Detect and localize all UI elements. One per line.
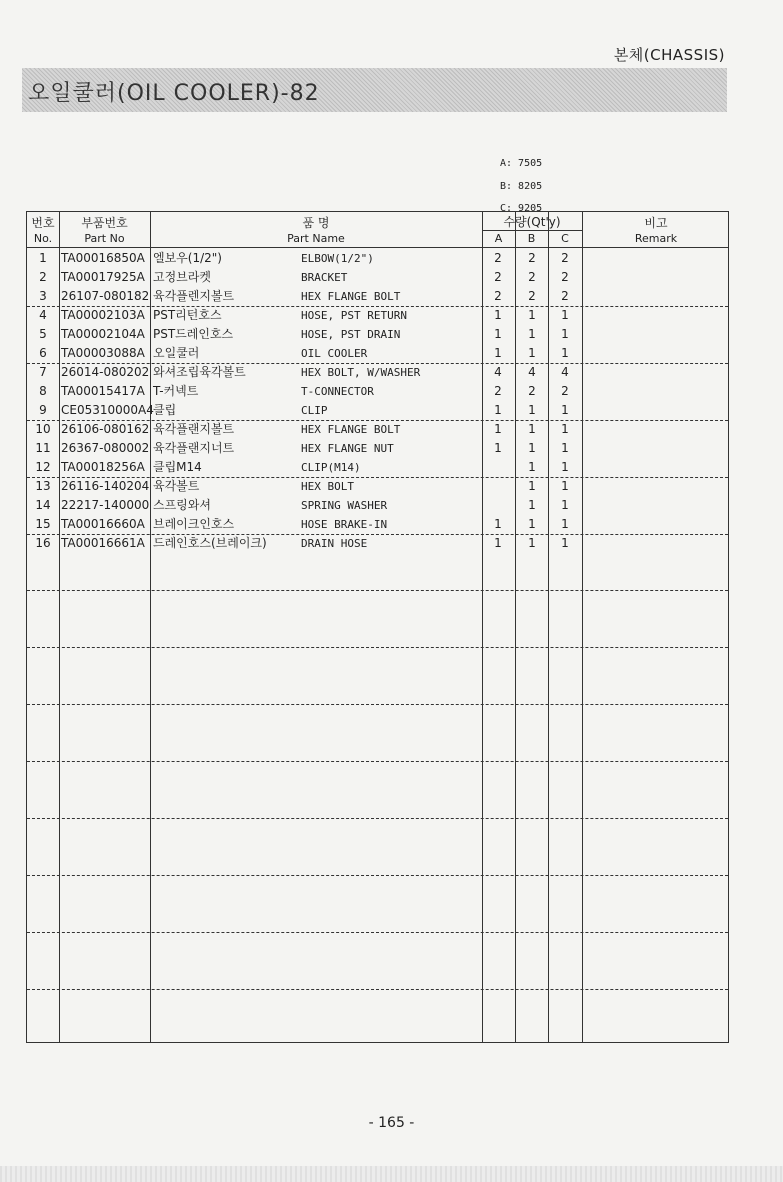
cell-a: 1 [494, 308, 502, 322]
cell-part: 26106-080162 [61, 422, 150, 436]
cell-part: TA00002104A [61, 327, 145, 341]
cell-b: 4 [528, 365, 536, 379]
cell-c: 1 [561, 327, 569, 341]
cell-a: 1 [494, 441, 502, 455]
cell-kr: 클립 [153, 403, 177, 417]
cell-en: ELBOW(1/2") [301, 252, 374, 265]
cell-kr: PST드레인호스 [153, 327, 234, 341]
cell-no: 7 [39, 365, 47, 379]
cell-en: DRAIN HOSE [301, 537, 368, 550]
col-remark-kr: 비고 [644, 216, 668, 230]
cell-b: 1 [528, 498, 536, 512]
cell-part: TA00016850A [61, 251, 145, 265]
section-label: 본체(CHASSIS) [613, 46, 725, 64]
cell-en: HEX BOLT [301, 480, 354, 493]
cell-en: HOSE BRAKE-IN [301, 518, 388, 531]
cell-a: 1 [494, 517, 502, 531]
cell-en: T-CONNECTOR [301, 385, 374, 398]
col-name-kr: 품 명 [302, 216, 330, 230]
table-row [27, 325, 728, 344]
cell-b: 1 [528, 460, 536, 474]
cell-b: 1 [528, 422, 536, 436]
cell-c: 2 [561, 270, 569, 284]
cell-no: 4 [39, 308, 47, 322]
cell-en: BRACKET [301, 271, 348, 284]
cell-en: SPRING WASHER [301, 499, 388, 512]
table-row [27, 401, 728, 420]
cell-a: 1 [494, 346, 502, 360]
cell-kr: 드레인호스(브레이크) [153, 536, 267, 550]
cell-kr: 와셔조립육각볼트 [153, 365, 246, 379]
cell-kr: 육각플랜지너트 [153, 441, 235, 455]
cell-a: 1 [494, 536, 502, 550]
cell-part: TA00015417A [61, 384, 145, 398]
col-no-en: No. [33, 232, 53, 245]
cell-b: 1 [528, 479, 536, 493]
cell-kr: 고정브라켓 [153, 270, 211, 284]
cell-en: HEX BOLT, W/WASHER [301, 366, 421, 379]
col-a: A [494, 232, 503, 245]
cell-part: TA00002103A [61, 308, 145, 322]
cell-c: 1 [561, 441, 569, 455]
cell-c: 1 [561, 479, 569, 493]
cell-part: 22217-140000 [61, 498, 150, 512]
table-row [27, 363, 728, 382]
cell-c: 1 [561, 460, 569, 474]
model-c: C: 9205 [500, 203, 543, 214]
col-b: B [527, 232, 536, 245]
cell-b: 1 [528, 536, 536, 550]
cell-part: 26014-080202 [61, 365, 150, 379]
cell-en: HEX FLANGE BOLT [301, 423, 401, 436]
table-row [27, 287, 728, 306]
cell-kr: 클립M14 [153, 460, 202, 474]
cell-a: 1 [494, 403, 502, 417]
cell-no: 1 [39, 251, 47, 265]
cell-no: 5 [39, 327, 47, 341]
scan-edge [0, 1166, 783, 1182]
cell-kr: 육각플랜지볼트 [153, 422, 235, 436]
cell-part: 26107-080182 [61, 289, 150, 303]
cell-no: 2 [39, 270, 47, 284]
cell-kr: 엘보우(1/2") [153, 251, 222, 265]
col-part-kr: 부품번호 [81, 216, 128, 230]
cell-b: 1 [528, 517, 536, 531]
cell-no: 6 [39, 346, 47, 360]
cell-c: 1 [561, 536, 569, 550]
cell-part: 26116-140204 [61, 479, 150, 493]
parts-table [26, 211, 729, 1043]
cell-part: TA00016661A [61, 536, 145, 550]
cell-kr: 브레이크인호스 [153, 517, 235, 531]
cell-part: TA00017925A [61, 270, 145, 284]
cell-c: 1 [561, 403, 569, 417]
table-row [27, 268, 728, 287]
cell-kr: 육각볼트 [153, 479, 200, 493]
table-row [27, 420, 728, 439]
cell-en: HEX FLANGE BOLT [301, 290, 401, 303]
cell-en: CLIP [301, 404, 328, 417]
cell-b: 1 [528, 403, 536, 417]
table-row [27, 249, 728, 268]
cell-b: 2 [528, 251, 536, 265]
cell-c: 2 [561, 384, 569, 398]
cell-en: HEX FLANGE NUT [301, 442, 394, 455]
cell-b: 2 [528, 270, 536, 284]
cell-b: 2 [528, 384, 536, 398]
cell-c: 1 [561, 422, 569, 436]
cell-b: 1 [528, 441, 536, 455]
col-part-en: Part No [84, 232, 125, 245]
cell-c: 2 [561, 289, 569, 303]
cell-a: 2 [494, 289, 502, 303]
cell-part: 26367-080002 [61, 441, 150, 455]
cell-kr: 스프링와셔 [153, 498, 211, 512]
col-qty: 수량(Qt'y) [503, 215, 561, 229]
cell-en: HOSE, PST DRAIN [301, 328, 401, 341]
cell-no: 14 [35, 498, 51, 512]
cell-no: 15 [35, 517, 51, 531]
cell-c: 1 [561, 308, 569, 322]
cell-no: 11 [35, 441, 51, 455]
title-bar [22, 68, 727, 112]
cell-part: TA00018256A [61, 460, 145, 474]
table-row [27, 515, 728, 534]
page-number: - 165 - [368, 1115, 415, 1131]
page-title: 오일쿨러(OIL COOLER)-82 [28, 81, 320, 106]
cell-en: OIL COOLER [301, 347, 368, 360]
cell-c: 4 [561, 365, 569, 379]
cell-part: CE05310000A4 [61, 403, 154, 417]
table-row [27, 477, 728, 496]
col-name-en: Part Name [287, 232, 345, 245]
model-b: B: 8205 [500, 180, 543, 192]
cell-c: 2 [561, 251, 569, 265]
table-row [27, 344, 728, 363]
cell-part: TA00003088A [61, 346, 145, 360]
col-c: C [561, 232, 569, 245]
cell-c: 1 [561, 346, 569, 360]
cell-a: 1 [494, 327, 502, 341]
cell-no: 10 [35, 422, 51, 436]
col-no-kr: 번호 [31, 216, 55, 230]
cell-b: 1 [528, 346, 536, 360]
cell-kr: 오일쿨러 [153, 346, 200, 360]
cell-b: 2 [528, 289, 536, 303]
cell-no: 9 [39, 403, 47, 417]
model-a: A: 7505 [500, 158, 543, 169]
cell-no: 3 [39, 289, 47, 303]
table-row [27, 306, 728, 325]
table-row [27, 458, 728, 477]
cell-part: TA00016660A [61, 517, 145, 531]
table-row [27, 534, 728, 553]
cell-b: 1 [528, 327, 536, 341]
cell-a: 2 [494, 384, 502, 398]
table-row [27, 496, 728, 515]
cell-a: 4 [494, 365, 502, 379]
cell-a: 2 [494, 270, 502, 284]
cell-no: 16 [35, 536, 51, 550]
cell-en: CLIP(M14) [301, 461, 361, 474]
cell-a: 2 [494, 251, 502, 265]
cell-kr: PST리턴호스 [153, 308, 222, 322]
cell-kr: 육각플렌지볼트 [153, 289, 235, 303]
cell-no: 12 [35, 460, 51, 474]
cell-a: 1 [494, 422, 502, 436]
table-row [27, 382, 728, 401]
cell-en: HOSE, PST RETURN [301, 309, 407, 322]
cell-c: 1 [561, 498, 569, 512]
cell-c: 1 [561, 517, 569, 531]
table-row [27, 439, 728, 458]
cell-b: 1 [528, 308, 536, 322]
cell-kr: T-커넥트 [153, 384, 199, 398]
cell-no: 13 [35, 479, 51, 493]
col-remark-en: Remark [634, 232, 678, 245]
cell-no: 8 [39, 384, 47, 398]
